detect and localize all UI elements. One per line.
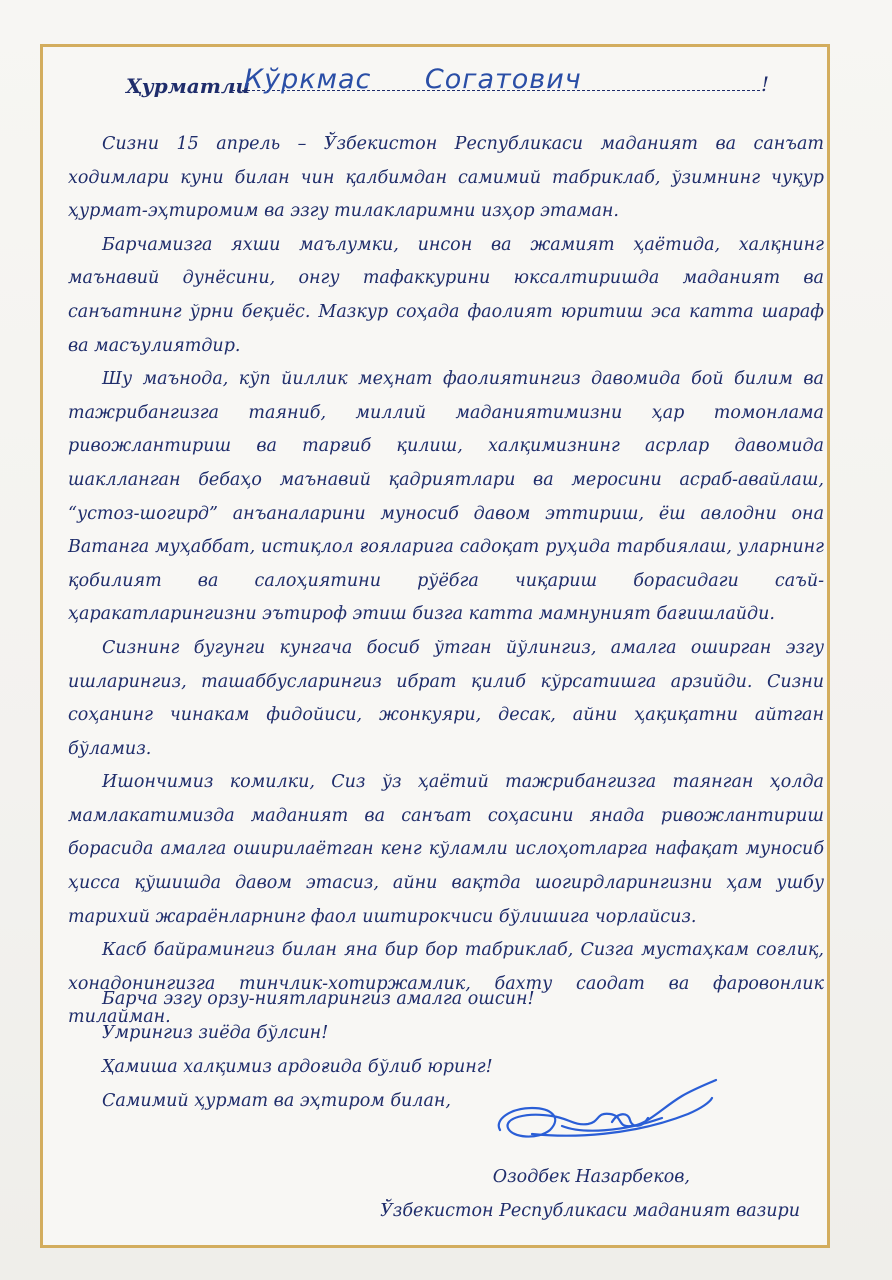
greeting-exclamation: !: [761, 72, 770, 96]
handwritten-signature: [492, 1072, 722, 1152]
wish-line-3: Ҳамиша халқимиз ардоғида бўлиб юринг!: [102, 1057, 493, 1077]
paragraph-6: Касб байрамингиз билан яна бир бор табриклаб, Сизга мустаҳкам соғлиқ, хонадонингизга тинчлик-хотиржамлик, бахту саодат ва фаровонлик тилайман.: [68, 940, 824, 1028]
paragraph-2: Барчамизга яхши маълумки, инсон ва жамият ҳаётида, халқнинг маънавий дунёсини, онгу тафаккурини юксалтиришда маданият ва санъатнинг ўрни беқиёс. Мазкур соҳада фаолият юритиш эса катта шараф ва масъулиятдир.: [68, 234, 824, 356]
signer-name: Озодбек Назарбеков,: [492, 1167, 690, 1187]
greeting-label: Ҳурматли: [126, 74, 251, 98]
recipient-name-handwritten: Кўркмас Согатович: [244, 64, 582, 95]
paragraph-1: Сизни 15 апрель – Ўзбекистон Республикаси маданият ва санъат ходимлари куни билан чин қалбимдан самимий табриклаб, ўзимнинг чуқур ҳурмат-эҳтиромим ва эзгу тилакларимни изҳор этаман.: [68, 134, 824, 222]
paragraph-5: Ишончимиз комилки, Сиз ўз ҳаётий тажрибангизга таянган ҳолда мамлакатимизда маданият ва санъат соҳасини янада ривожлантириш борасида амалга оширилаётган кенг кўламли ислоҳотларга нафақат муносиб ҳисса қўшишда давом этасиз, айни вақтда шогирдларингизни ҳам ушбу тарихий жараёнларнинг фаол иштирокчиси бўлишига чорлайсиз.: [68, 772, 824, 927]
wish-line-1: Барча эзгу орзу-ниятларингиз амалга ошсин!: [102, 989, 535, 1009]
paragraph-3: Шу маънода, кўп йиллик меҳнат фаолиятингиз давомида бой билим ва тажрибангизга таяниб, миллий маданиятимизни ҳар томонлама ривожлантириш ва тарғиб қилиш, халқимизнинг асрлар давомида шаклланган бебаҳо маънавий қадриятлари ва меросини асраб-авайлаш, “устоз-шогирд” анъаналарини муносиб давом эттириш, ёш авлодни она Ватанга муҳаббат, истиқлол ғояларига садоқат руҳида тарбиялаш, уларнинг қобилият ва салоҳиятини рўёбга чиқариш борасидаги саъй-ҳаракатларингизни эътироф этиш бизга катта мамнуният бағишлайди.: [68, 369, 824, 625]
greeting-line: [126, 64, 776, 102]
letter-body: [68, 128, 824, 1035]
signer-title: Ўзбекистон Республикаси маданият вазири: [380, 1201, 800, 1221]
paragraph-4: Сизнинг бугунги кунгача босиб ўтган йўлингиз, амалга оширган эзгу ишларингиз, ташаббусларингиз ибрат қилиб кўрсатишга арзийди. Сизни соҳанинг чинакам фидойиси, жонкуяри, десак, айни ҳақиқатни айтган бўламиз.: [68, 637, 824, 759]
signer-block: [340, 1160, 800, 1228]
wish-line-2: Умрингиз зиёда бўлсин!: [102, 1023, 329, 1043]
closing-salutation: Самимий ҳурмат ва эҳтиром билан,: [102, 1091, 451, 1111]
